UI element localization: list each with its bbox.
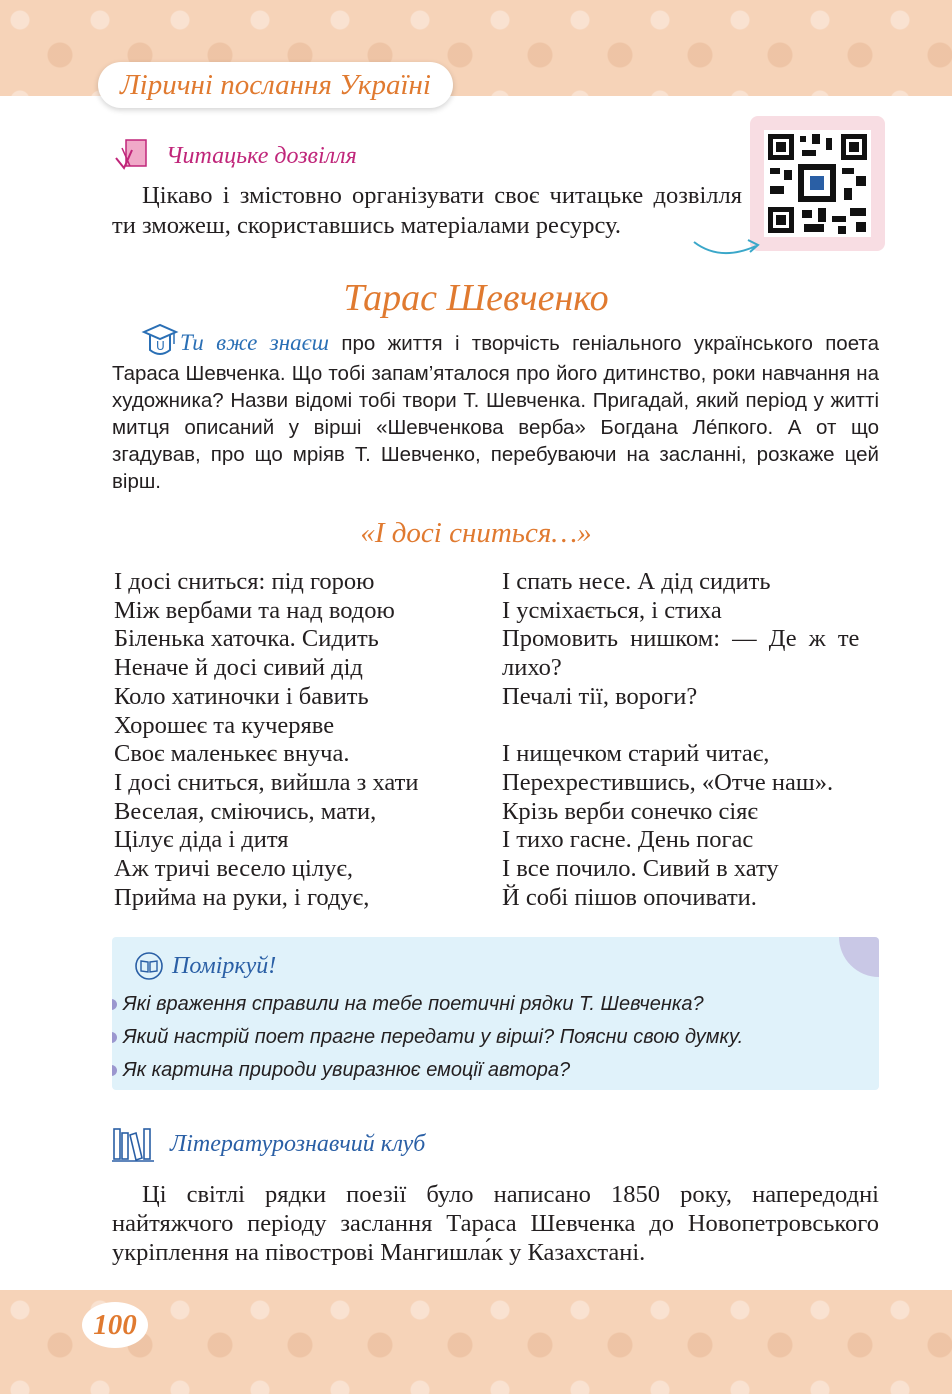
poem-line: Аж тричі весело цілує, <box>114 855 353 883</box>
poem-line: Крізь верби сонечко сіяє <box>502 797 758 825</box>
list-item <box>112 1021 743 1054</box>
think-box-corner <box>839 937 879 977</box>
reading-leisure-text <box>112 181 742 241</box>
book-pen-icon <box>112 136 152 176</box>
qr-code-frame[interactable] <box>750 116 885 251</box>
reading-leisure-paragraph: Цікаво і змістовно організувати своє читацьке дозвілля ти зможеш, скориставшись матеріалами ресурсу. <box>112 182 742 239</box>
author-heading: Тарас Шевченко <box>343 277 609 319</box>
poem-line: Промовить нишком: — Де ж те <box>502 625 860 653</box>
chapter-title: Ліричні послання Україні <box>98 62 453 108</box>
literary-club-label: Літературознавчий клуб <box>170 1130 426 1157</box>
question-text: Які враження справили на тебе поетичні рядки Т. Шевченка? <box>123 993 704 1015</box>
poem-line: Між вербами та над водою <box>114 596 395 624</box>
poem-line: І все почило. Сивий в хату <box>502 855 779 883</box>
question-text: Який настрій поет прагне передати у вірші? Поясни свою думку. <box>123 1026 744 1048</box>
reading-leisure-label: Читацьке дозвілля <box>166 142 357 169</box>
poem-line: Неначе й досі сивий дід <box>114 654 363 682</box>
think-questions <box>112 988 743 1087</box>
think-heading <box>134 951 276 981</box>
poem-line: Веселая, сміючись, мати, <box>114 797 377 825</box>
poem-stanza-gap <box>502 712 880 741</box>
bottom-decorative-band <box>0 1290 952 1394</box>
literary-club-paragraph: Ці світлі рядки поезії було написано 1850 року, напередодні найтяжчого періоду заслання Тараса Шевченка до Новопетровського укріплення на півострові Мангишла́к у Казахстані. <box>112 1181 879 1266</box>
open-book-icon <box>134 951 164 981</box>
think-box <box>112 937 879 1090</box>
poem-line: І нищечком старий читає, <box>502 740 770 768</box>
qr-pointer-arrow-icon <box>690 232 770 272</box>
question-text: Як картина природи увиразнює емоції автора? <box>123 1059 571 1081</box>
poem-title: «І досі сниться…» <box>360 517 592 549</box>
intro-text: про життя і творчість геніального українського поета Тараса Шевченка. Що тобі запам’яталося про його дитинство, роки навчання на художника? Назви відомі тобі твори Т. Шевченка. Пригадай, який період у житті митця описаний у вірші «Шевченкова верба» Богдана Ле́пкого. А от що згадував, про що мріяв Т. Шевченко, перебуваючи на засланні, розкаже цей вірш. <box>112 332 879 493</box>
poem-line: лихо? <box>502 654 562 682</box>
poem-line: Прийма на руки, і годує, <box>114 883 370 911</box>
poem-column-right <box>502 568 880 912</box>
poem-line: І тихо гасне. День погас <box>502 826 754 854</box>
bookshelf-icon <box>112 1125 154 1163</box>
poem-line: І досі сниться, вийшла з хати <box>114 768 419 796</box>
qr-code-icon[interactable] <box>764 130 871 237</box>
list-item <box>112 1054 743 1087</box>
intro-lead: Ти вже знаєш <box>180 330 330 355</box>
poem-line: Цілує діда і дитя <box>114 826 289 854</box>
literary-club-heading <box>112 1125 425 1163</box>
bullet-icon <box>112 1032 117 1043</box>
poem-line: Своє маленькеє внуча. <box>114 740 350 768</box>
svg-text:U: U <box>156 339 165 353</box>
poem-line: І досі сниться: під горою <box>114 568 375 595</box>
reading-leisure-heading <box>112 136 357 176</box>
page-number: 100 <box>82 1302 148 1348</box>
think-label: Поміркуй! <box>172 952 277 979</box>
poem-line: Й собі пішов опочивати. <box>502 883 757 911</box>
graduation-cap-icon <box>140 320 180 360</box>
poem-line: Біленька хаточка. Сидить <box>114 625 379 653</box>
bullet-icon <box>112 1065 117 1076</box>
bullet-icon <box>112 999 117 1010</box>
poem-line: І усміхається, і стиха <box>502 596 722 624</box>
list-item <box>112 988 743 1021</box>
poem-line: Коло хатиночки і бавить <box>114 682 369 710</box>
intro-paragraph <box>112 320 879 495</box>
poem-column-left <box>114 568 418 912</box>
poem-line: Перехрестившись, «Отче наш». <box>502 768 834 796</box>
poem-line: Печалі тії, вороги? <box>502 682 698 710</box>
literary-club-text <box>112 1180 879 1267</box>
poem-line: Хорошеє та кучеряве <box>114 711 335 739</box>
poem-line: І спать несе. А дід сидить <box>502 568 771 595</box>
